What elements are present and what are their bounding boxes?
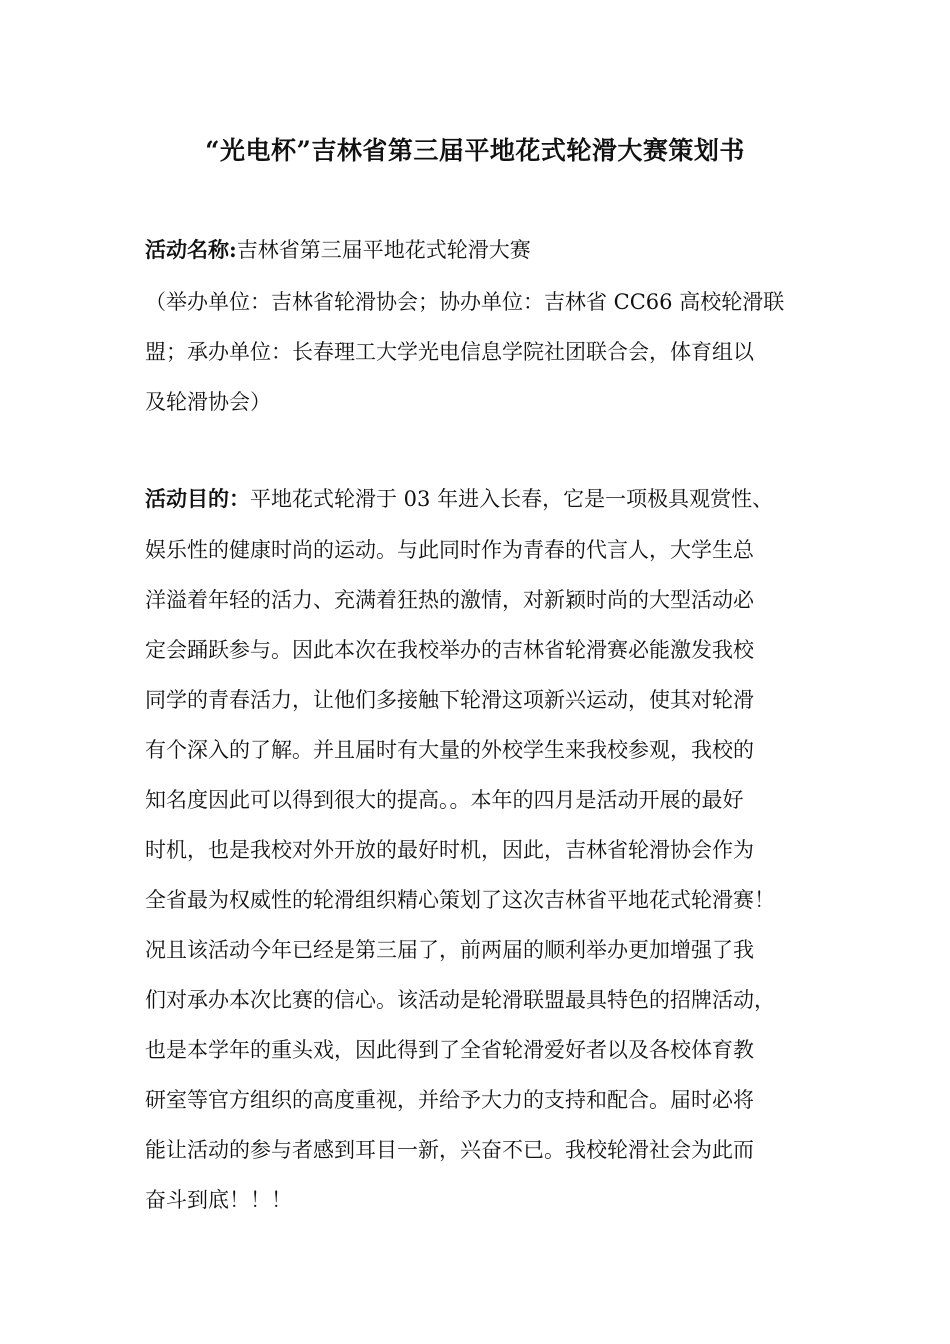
- activity-name-value: 吉林省第三届平地花式轮滑大赛: [236, 238, 531, 262]
- purpose-line: 也是本学年的重头戏，因此得到了全省轮滑爱好者以及各校体育教: [145, 1038, 754, 1062]
- purpose-line: 有个深入的了解。并且届时有大量的外校学生来我校参观，我校的: [145, 738, 754, 762]
- purpose-line: 们对承办本次比赛的信心。该活动是轮滑联盟最具特色的招牌活动，: [145, 988, 775, 1012]
- document-title: “光电杯”吉林省第三届平地花式轮滑大赛策划书: [205, 136, 745, 165]
- purpose-line: 奋斗到底！！！: [145, 1188, 292, 1212]
- purpose-first-text: 平地花式轮滑于 03 年进入长春，它是一项极具观赏性、: [250, 487, 774, 511]
- organizers-line: 及轮滑协会）: [145, 390, 271, 414]
- organizers-line: （举办单位：吉林省轮滑协会；协办单位：吉林省 CC66 高校轮滑联: [145, 290, 785, 314]
- purpose-line: 时机，也是我校对外开放的最好时机，因此，吉林省轮滑协会作为: [145, 838, 754, 862]
- purpose-line: 娱乐性的健康时尚的运动。与此同时作为青春的代言人，大学生总: [145, 538, 754, 562]
- purpose-first-line: [145, 484, 773, 514]
- activity-name-line: [145, 235, 531, 265]
- organizers-line: 盟；承办单位：长春理工大学光电信息学院社团联合会，体育组以: [145, 340, 754, 364]
- purpose-line: 研室等官方组织的高度重视，并给予大力的支持和配合。届时必将: [145, 1088, 754, 1112]
- purpose-line: 洋溢着年轻的活力、充满着狂热的激情，对新颖时尚的大型活动必: [145, 588, 754, 612]
- activity-name-label: 活动名称:: [145, 237, 237, 262]
- purpose-label: 活动目的：: [145, 486, 250, 511]
- purpose-line: 知名度因此可以得到很大的提高。。本年的四月是活动开展的最好: [145, 788, 744, 812]
- purpose-line: 定会踊跃参与。因此本次在我校举办的吉林省轮滑赛必能激发我校: [145, 638, 754, 662]
- purpose-line: 能让活动的参与者感到耳目一新，兴奋不已。我校轮滑社会为此而: [145, 1138, 754, 1162]
- purpose-line: 全省最为权威性的轮滑组织精心策划了这次吉林省平地花式轮滑赛！: [145, 888, 775, 912]
- purpose-line: 况且该活动今年已经是第三届了，前两届的顺利举办更加增强了我: [145, 938, 754, 962]
- purpose-line: 同学的青春活力，让他们多接触下轮滑这项新兴运动，使其对轮滑: [145, 688, 754, 712]
